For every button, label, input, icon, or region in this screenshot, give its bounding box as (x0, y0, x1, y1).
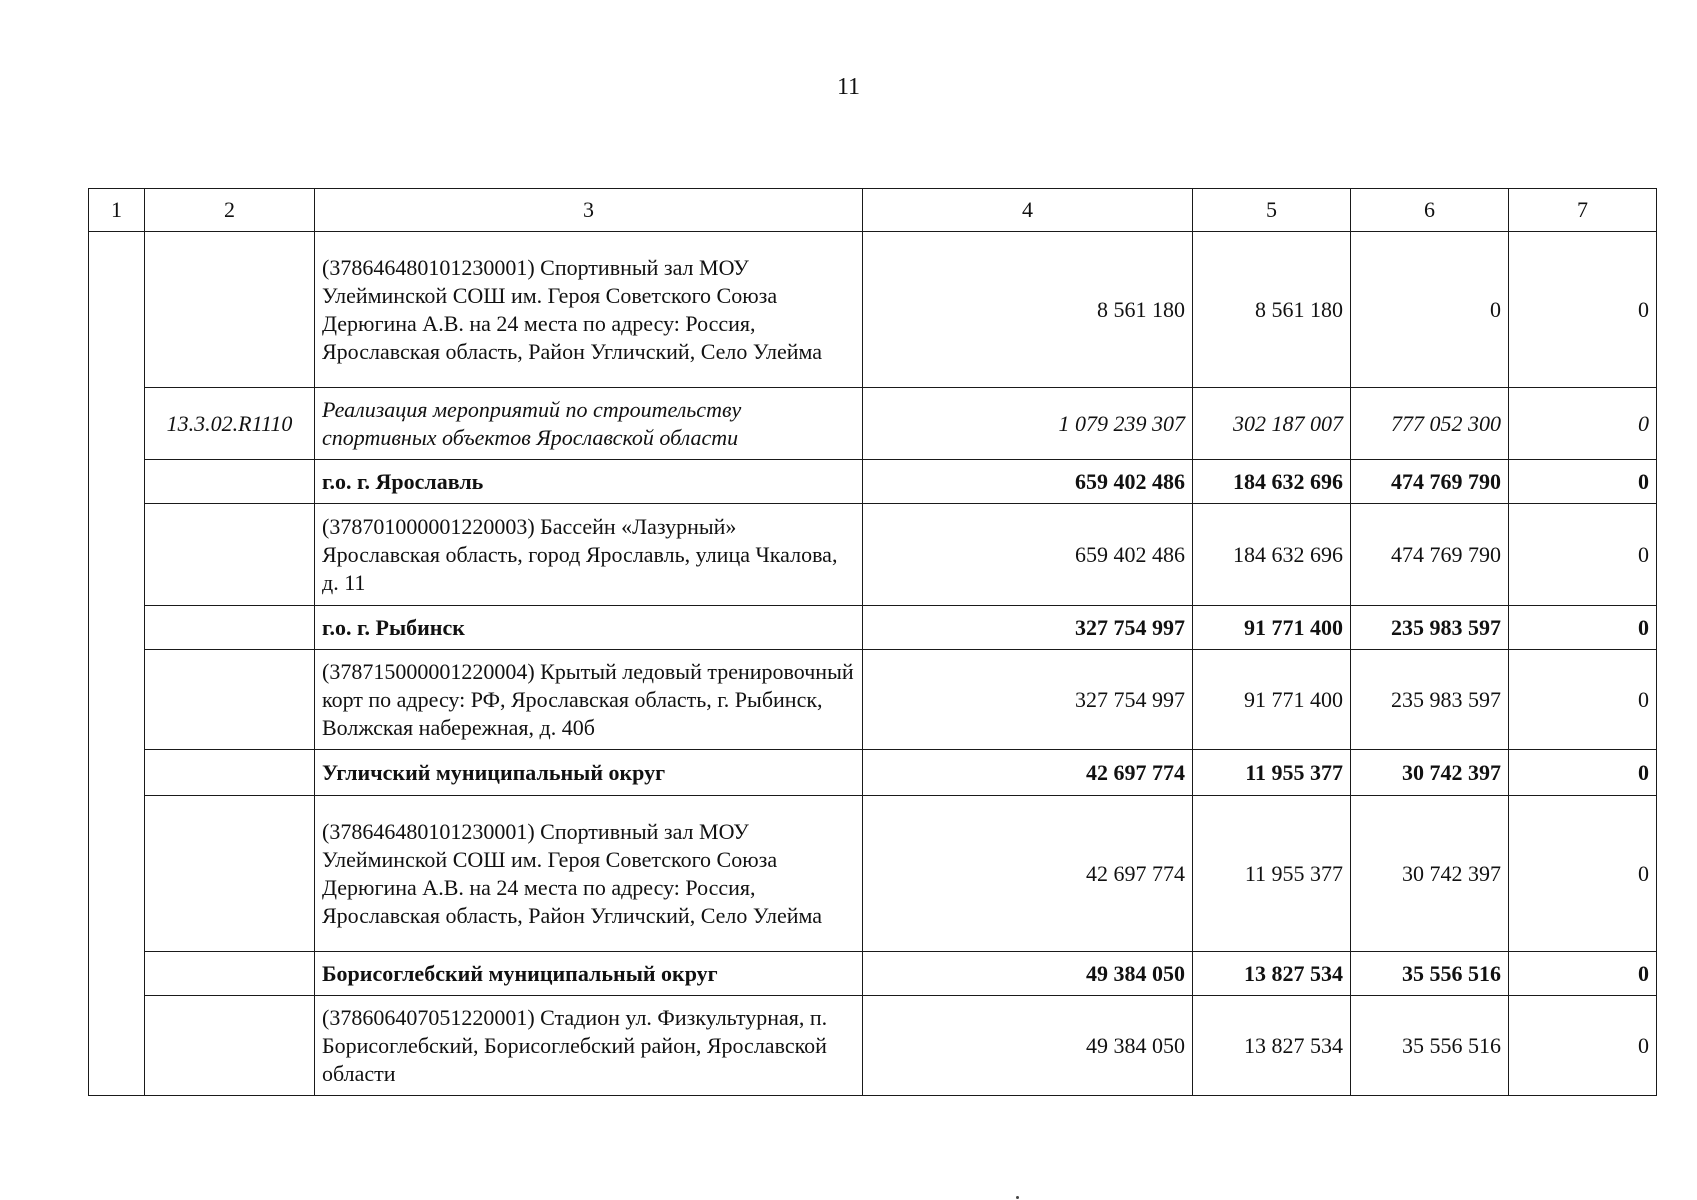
description-cell: (378715000001220004) Крытый ледовый тренировочный корт по адресу: РФ, Ярославская область, г. Рыбинск, Волжская набережная, д. 40б (315, 650, 863, 750)
amount-col4: 1 079 239 307 (863, 388, 1193, 460)
amount-col4: 49 384 050 (863, 996, 1193, 1096)
amount-col7: 0 (1509, 460, 1657, 504)
table-row (89, 460, 1657, 504)
code-cell (145, 606, 315, 650)
amount-col5: 13 827 534 (1193, 996, 1351, 1096)
description-cell: Реализация мероприятий по строительству спортивных объектов Ярославской области (315, 388, 863, 460)
code-cell (145, 232, 315, 388)
code-cell (145, 796, 315, 952)
code-cell (145, 504, 315, 606)
budget-table (88, 188, 1657, 1096)
column-1-cell (89, 232, 145, 1096)
amount-col4: 8 561 180 (863, 232, 1193, 388)
amount-col6: 30 742 397 (1351, 796, 1509, 952)
amount-col5: 11 955 377 (1193, 796, 1351, 952)
column-header: 6 (1351, 189, 1509, 232)
amount-col4: 327 754 997 (863, 606, 1193, 650)
table-row (89, 796, 1657, 952)
description-cell: Борисоглебский муниципальный округ (315, 952, 863, 996)
column-header: 2 (145, 189, 315, 232)
description-cell: г.о. г. Рыбинск (315, 606, 863, 650)
amount-col5: 91 771 400 (1193, 606, 1351, 650)
amount-col5: 184 632 696 (1193, 504, 1351, 606)
column-header: 1 (89, 189, 145, 232)
amount-col5: 8 561 180 (1193, 232, 1351, 388)
amount-col6: 35 556 516 (1351, 952, 1509, 996)
table-row (89, 504, 1657, 606)
amount-col4: 42 697 774 (863, 750, 1193, 796)
amount-col7: 0 (1509, 388, 1657, 460)
amount-col7: 0 (1509, 952, 1657, 996)
amount-col5: 13 827 534 (1193, 952, 1351, 996)
description-cell: (378606407051220001) Стадион ул. Физкультурная, п. Борисоглебский, Борисоглебский район, Ярославской области (315, 996, 863, 1096)
amount-col4: 659 402 486 (863, 460, 1193, 504)
amount-col6: 777 052 300 (1351, 388, 1509, 460)
amount-col7: 0 (1509, 996, 1657, 1096)
amount-col6: 0 (1351, 232, 1509, 388)
column-header: 7 (1509, 189, 1657, 232)
amount-col5: 184 632 696 (1193, 460, 1351, 504)
scan-speck (1016, 1196, 1019, 1199)
table-row (89, 606, 1657, 650)
description-cell: Угличский муниципальный округ (315, 750, 863, 796)
table-row (89, 952, 1657, 996)
code-cell (145, 650, 315, 750)
amount-col5: 91 771 400 (1193, 650, 1351, 750)
amount-col6: 35 556 516 (1351, 996, 1509, 1096)
description-cell: (378646480101230001) Спортивный зал МОУ Улейминской СОШ им. Героя Советского Союза Дерюгина А.В. на 24 места по адресу: Россия, Ярославская область, Район Угличский, Село Улейма (315, 796, 863, 952)
amount-col6: 30 742 397 (1351, 750, 1509, 796)
amount-col6: 474 769 790 (1351, 460, 1509, 504)
code-cell (145, 750, 315, 796)
amount-col6: 474 769 790 (1351, 504, 1509, 606)
amount-col7: 0 (1509, 750, 1657, 796)
code-cell (145, 952, 315, 996)
table-header-row (89, 189, 1657, 232)
column-header: 4 (863, 189, 1193, 232)
amount-col4: 659 402 486 (863, 504, 1193, 606)
table-row (89, 388, 1657, 460)
table-row (89, 750, 1657, 796)
description-cell: г.о. г. Ярославль (315, 460, 863, 504)
amount-col7: 0 (1509, 504, 1657, 606)
description-cell: (378701000001220003) Бассейн «Лазурный» Ярославская область, город Ярославль, улица Чкалова, д. 11 (315, 504, 863, 606)
code-cell (145, 460, 315, 504)
amount-col4: 42 697 774 (863, 796, 1193, 952)
amount-col7: 0 (1509, 796, 1657, 952)
page-number: 11 (836, 74, 861, 100)
amount-col4: 327 754 997 (863, 650, 1193, 750)
code-cell: 13.3.02.R1110 (145, 388, 315, 460)
amount-col7: 0 (1509, 232, 1657, 388)
amount-col5: 11 955 377 (1193, 750, 1351, 796)
description-cell: (378646480101230001) Спортивный зал МОУ Улейминской СОШ им. Героя Советского Союза Дерюгина А.В. на 24 места по адресу: Россия, Ярославская область, Район Угличский, Село Улейма (315, 232, 863, 388)
amount-col6: 235 983 597 (1351, 650, 1509, 750)
table-row (89, 650, 1657, 750)
amount-col6: 235 983 597 (1351, 606, 1509, 650)
amount-col7: 0 (1509, 650, 1657, 750)
table-row (89, 232, 1657, 388)
table-row (89, 996, 1657, 1096)
column-header: 3 (315, 189, 863, 232)
code-cell (145, 996, 315, 1096)
amount-col5: 302 187 007 (1193, 388, 1351, 460)
column-header: 5 (1193, 189, 1351, 232)
amount-col7: 0 (1509, 606, 1657, 650)
amount-col4: 49 384 050 (863, 952, 1193, 996)
